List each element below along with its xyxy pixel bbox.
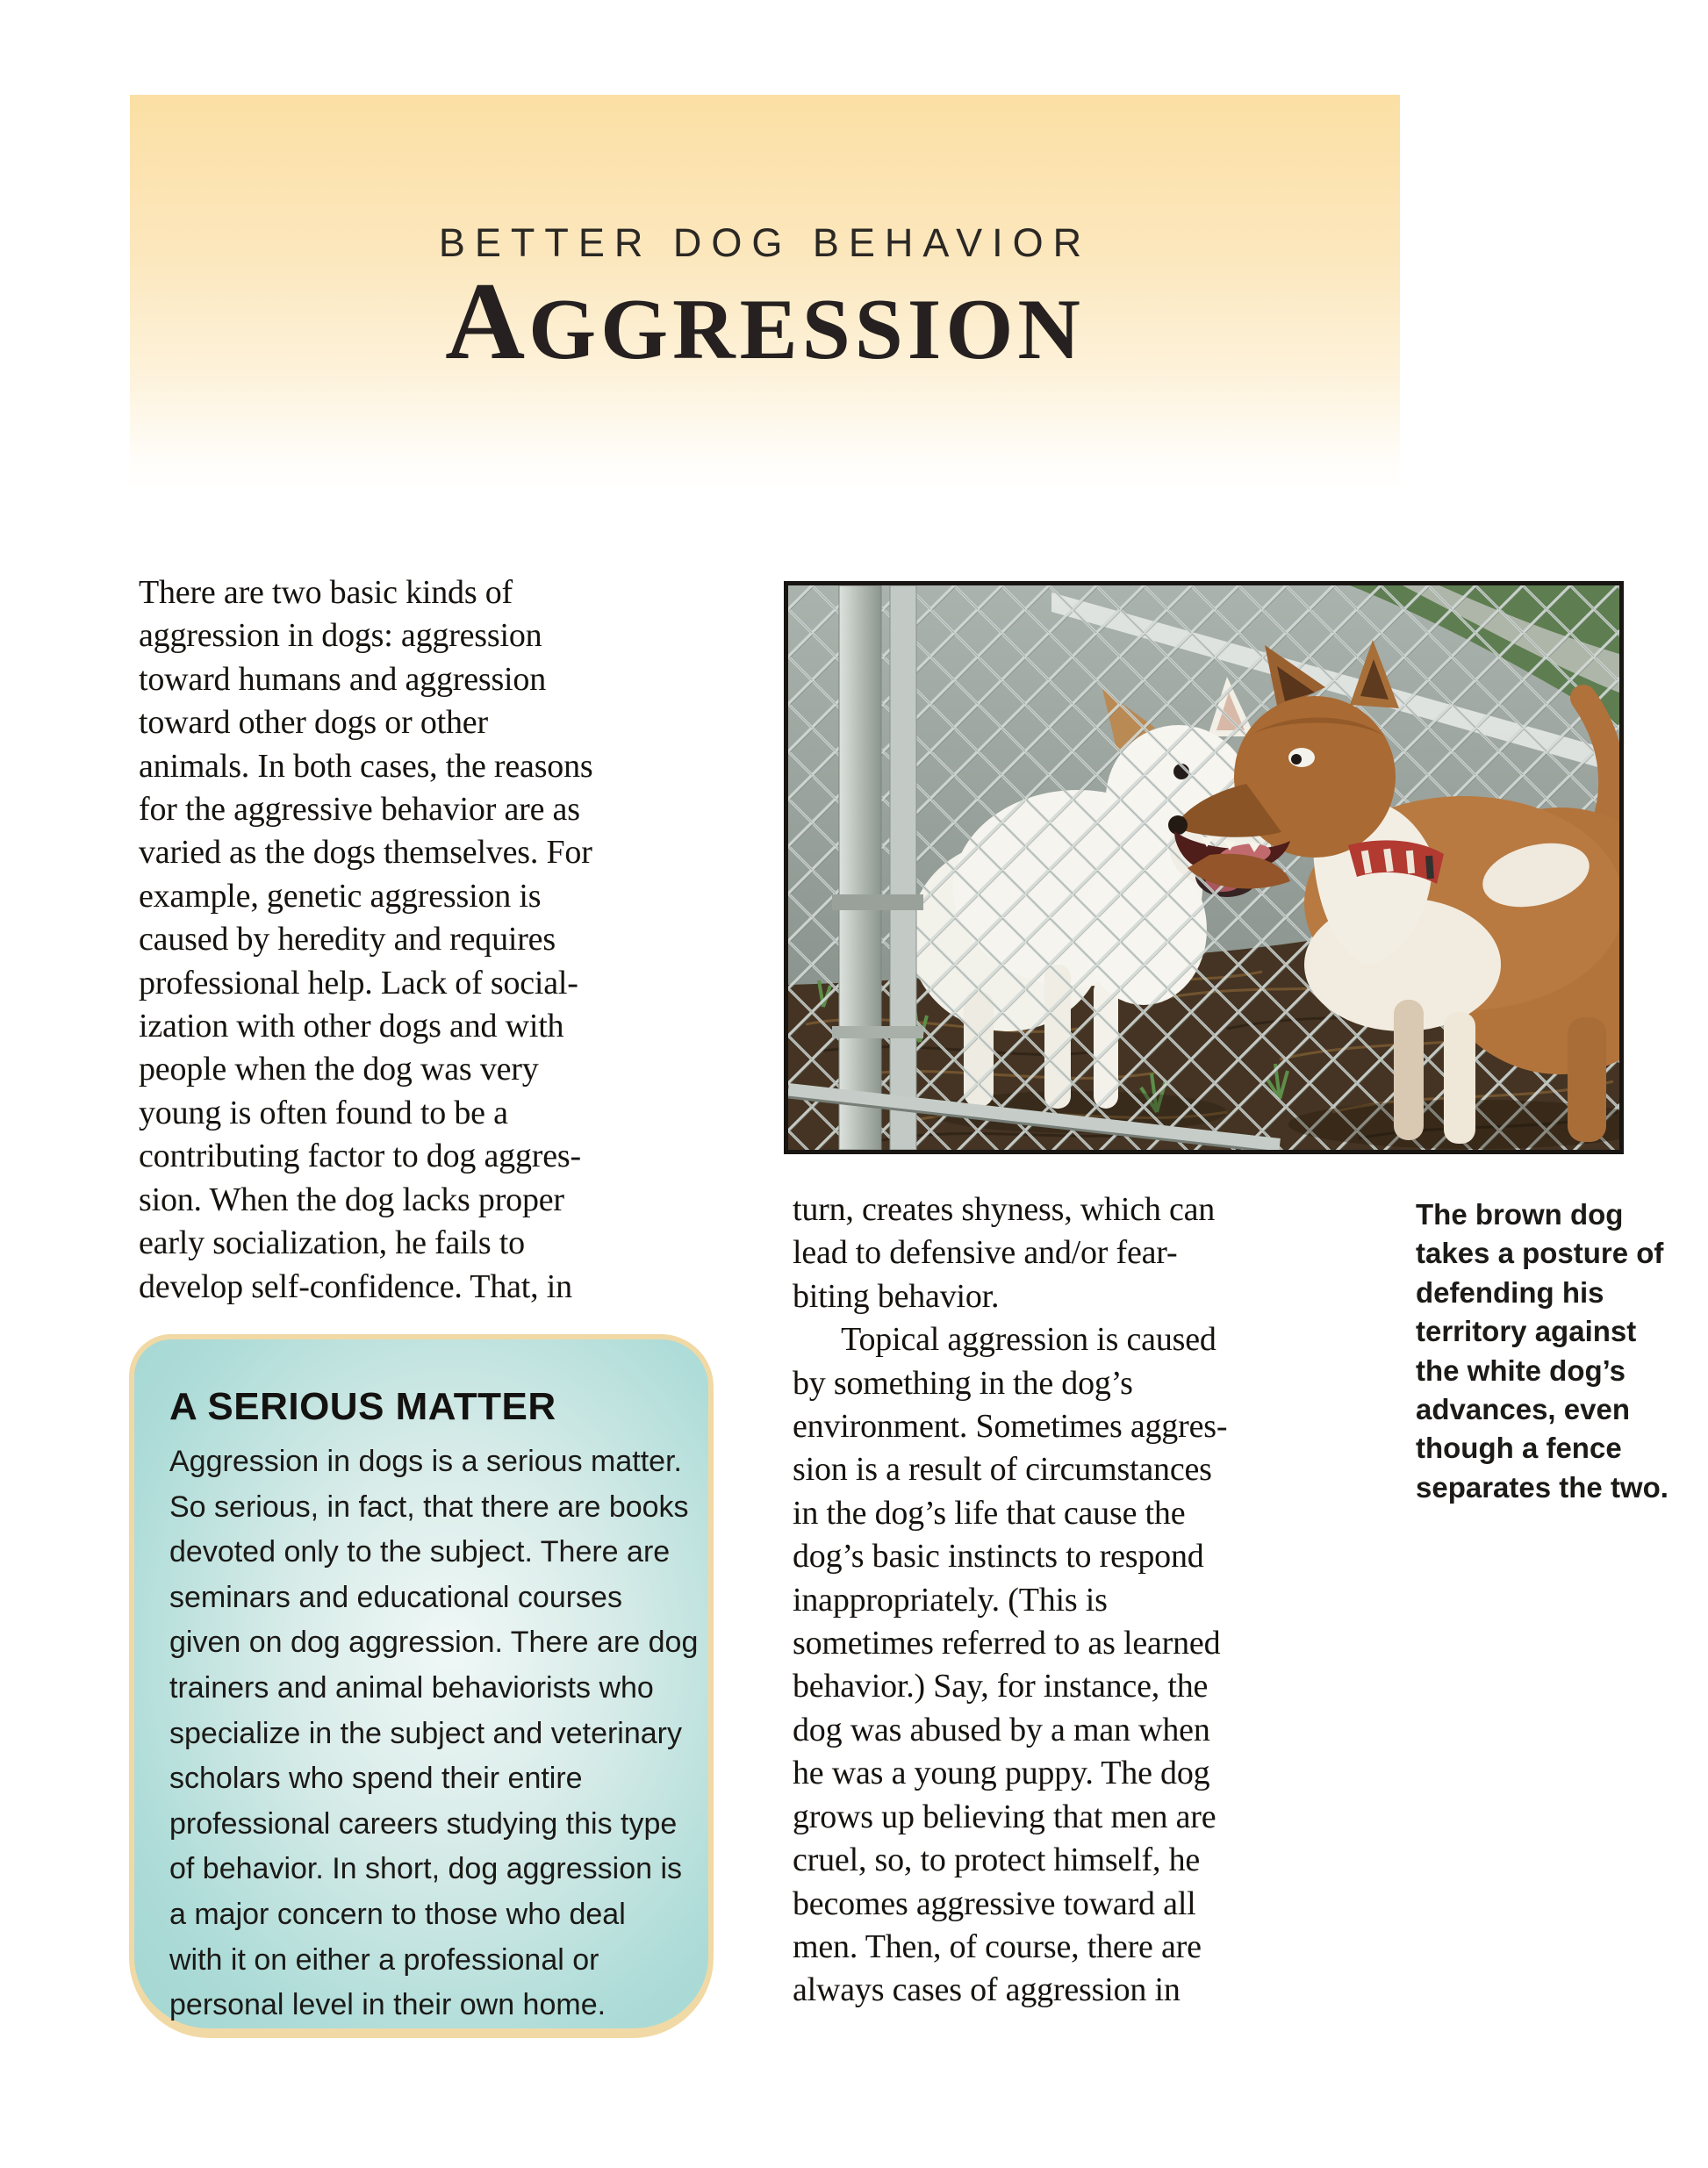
body-text-line: aggression in dogs: aggression xyxy=(139,617,542,655)
fence-post-inner xyxy=(890,585,916,1150)
body-text-line: caused by heredity and requires xyxy=(139,921,556,958)
dogs-photo xyxy=(784,581,1624,1154)
caption-line: separates the two. xyxy=(1416,1470,1669,1504)
body-text-line: Topical aggression is caused xyxy=(793,1321,1216,1359)
body-text-line: men. Then, of course, there are xyxy=(793,1928,1202,1965)
body-text-line: animals. In both cases, the reasons xyxy=(139,747,593,785)
chapter-title-initial: A xyxy=(445,261,529,383)
caption-line: though a fence xyxy=(1416,1432,1622,1465)
body-text-line: he was a young puppy. The dog xyxy=(793,1755,1210,1792)
body-text-line: biting behavior. xyxy=(793,1277,1000,1315)
sidebar-text-line: devoted only to the subject. There are xyxy=(169,1535,671,1569)
brown-dog-pupil xyxy=(1291,754,1302,765)
sidebar-text-line: personal level in their own home. xyxy=(169,1988,606,2022)
caption-line: defending his xyxy=(1416,1275,1604,1309)
body-text-line: sion. When the dog lacks proper xyxy=(139,1181,564,1218)
sidebar-text-line: a major concern to those who deal xyxy=(169,1897,626,1931)
caption-line: takes a posture of xyxy=(1416,1237,1664,1270)
sidebar-box-title: A SERIOUS MATTER xyxy=(169,1385,556,1428)
post-clamp xyxy=(832,894,923,910)
body-text-line: lead to defensive and/or fear- xyxy=(793,1234,1178,1272)
body-text-line: toward humans and aggression xyxy=(139,660,547,698)
body-text-line: for the aggressive behavior are as xyxy=(139,791,580,829)
sidebar-text-line: with it on either a professional or xyxy=(169,1942,599,1977)
body-text-line: dog was abused by a man when xyxy=(793,1711,1210,1748)
caption-line: the white dog’s xyxy=(1416,1353,1625,1387)
body-text-line: cruel, so, to protect himself, he xyxy=(793,1841,1201,1879)
sidebar-text-line: seminars and educational courses xyxy=(169,1580,622,1614)
chapter-header xyxy=(130,95,1400,492)
fence-post-left xyxy=(839,585,881,1150)
body-text-line: always cases of aggression in xyxy=(793,1971,1181,2009)
body-column-left xyxy=(139,571,744,1309)
sidebar-text-line: given on dog aggression. There are dog xyxy=(169,1626,699,1660)
sidebar-box-body xyxy=(169,1439,699,2028)
post-clamp-lower xyxy=(832,1026,923,1038)
sidebar-text-line: So serious, in fact, that there are books xyxy=(169,1490,689,1524)
body-text-line: sion is a result of circumstances xyxy=(793,1451,1212,1489)
sidebar-text-line: specialize in the subject and veterinary xyxy=(169,1716,682,1750)
sidebar-text-line: scholars who spend their entire xyxy=(169,1762,583,1796)
body-text-line: environment. Sometimes aggres- xyxy=(793,1408,1228,1446)
body-text-line: young is often found to be a xyxy=(139,1094,508,1131)
body-text-line: toward other dogs or other xyxy=(139,704,488,742)
sidebar-box xyxy=(129,1334,714,2038)
body-text-line: There are two basic kinds of xyxy=(139,574,513,611)
sidebar-text-line: professional careers studying this type xyxy=(169,1806,678,1841)
body-text-line: people when the dog was very xyxy=(139,1051,539,1088)
photo-caption xyxy=(1416,1195,1688,1507)
body-text-line: varied as the dogs themselves. For xyxy=(139,834,592,872)
body-text-line: grows up believing that men are xyxy=(793,1798,1216,1835)
body-text-line: inappropriately. (This is xyxy=(793,1581,1108,1619)
body-text-line: behavior.) Say, for instance, the xyxy=(793,1668,1209,1705)
sidebar-text-line: of behavior. In short, dog aggression is xyxy=(169,1852,683,1886)
body-text-line: example, genetic aggression is xyxy=(139,877,542,915)
chapter-title-rest: GGRESSION xyxy=(528,282,1085,377)
body-text-line: sometimes referred to as learned xyxy=(793,1625,1221,1662)
caption-line: territory against xyxy=(1416,1315,1637,1348)
caption-line: advances, even xyxy=(1416,1393,1630,1426)
body-text-line: early socialization, he fails to xyxy=(139,1224,525,1262)
sidebar-text-line: Aggression in dogs is a serious matter. xyxy=(169,1445,682,1478)
body-text-line: develop self-confidence. That, in xyxy=(139,1267,572,1305)
body-text-line: turn, creates shyness, which can xyxy=(793,1191,1216,1228)
body-text-line: ization with other dogs and with xyxy=(139,1008,564,1045)
body-text-line: professional help. Lack of social- xyxy=(139,964,578,1001)
brown-dog-nose xyxy=(1168,815,1188,835)
caption-line: The brown dog xyxy=(1416,1198,1624,1231)
body-text-line: contributing factor to dog aggres- xyxy=(139,1138,581,1175)
body-text-line: becomes aggressive toward all xyxy=(793,1884,1196,1922)
body-text-line: in the dog’s life that cause the xyxy=(793,1494,1186,1532)
body-column-middle xyxy=(793,1188,1376,2013)
dogs-photo-illustration xyxy=(788,585,1619,1150)
body-text-line: by something in the dog’s xyxy=(793,1364,1133,1402)
sidebar-text-line: trainers and animal behaviorists who xyxy=(169,1670,654,1705)
body-text-line: dog’s basic instincts to respond xyxy=(793,1538,1204,1576)
series-title: BETTER DOG BEHAVIOR xyxy=(438,220,1092,265)
chapter-title xyxy=(130,261,1400,383)
